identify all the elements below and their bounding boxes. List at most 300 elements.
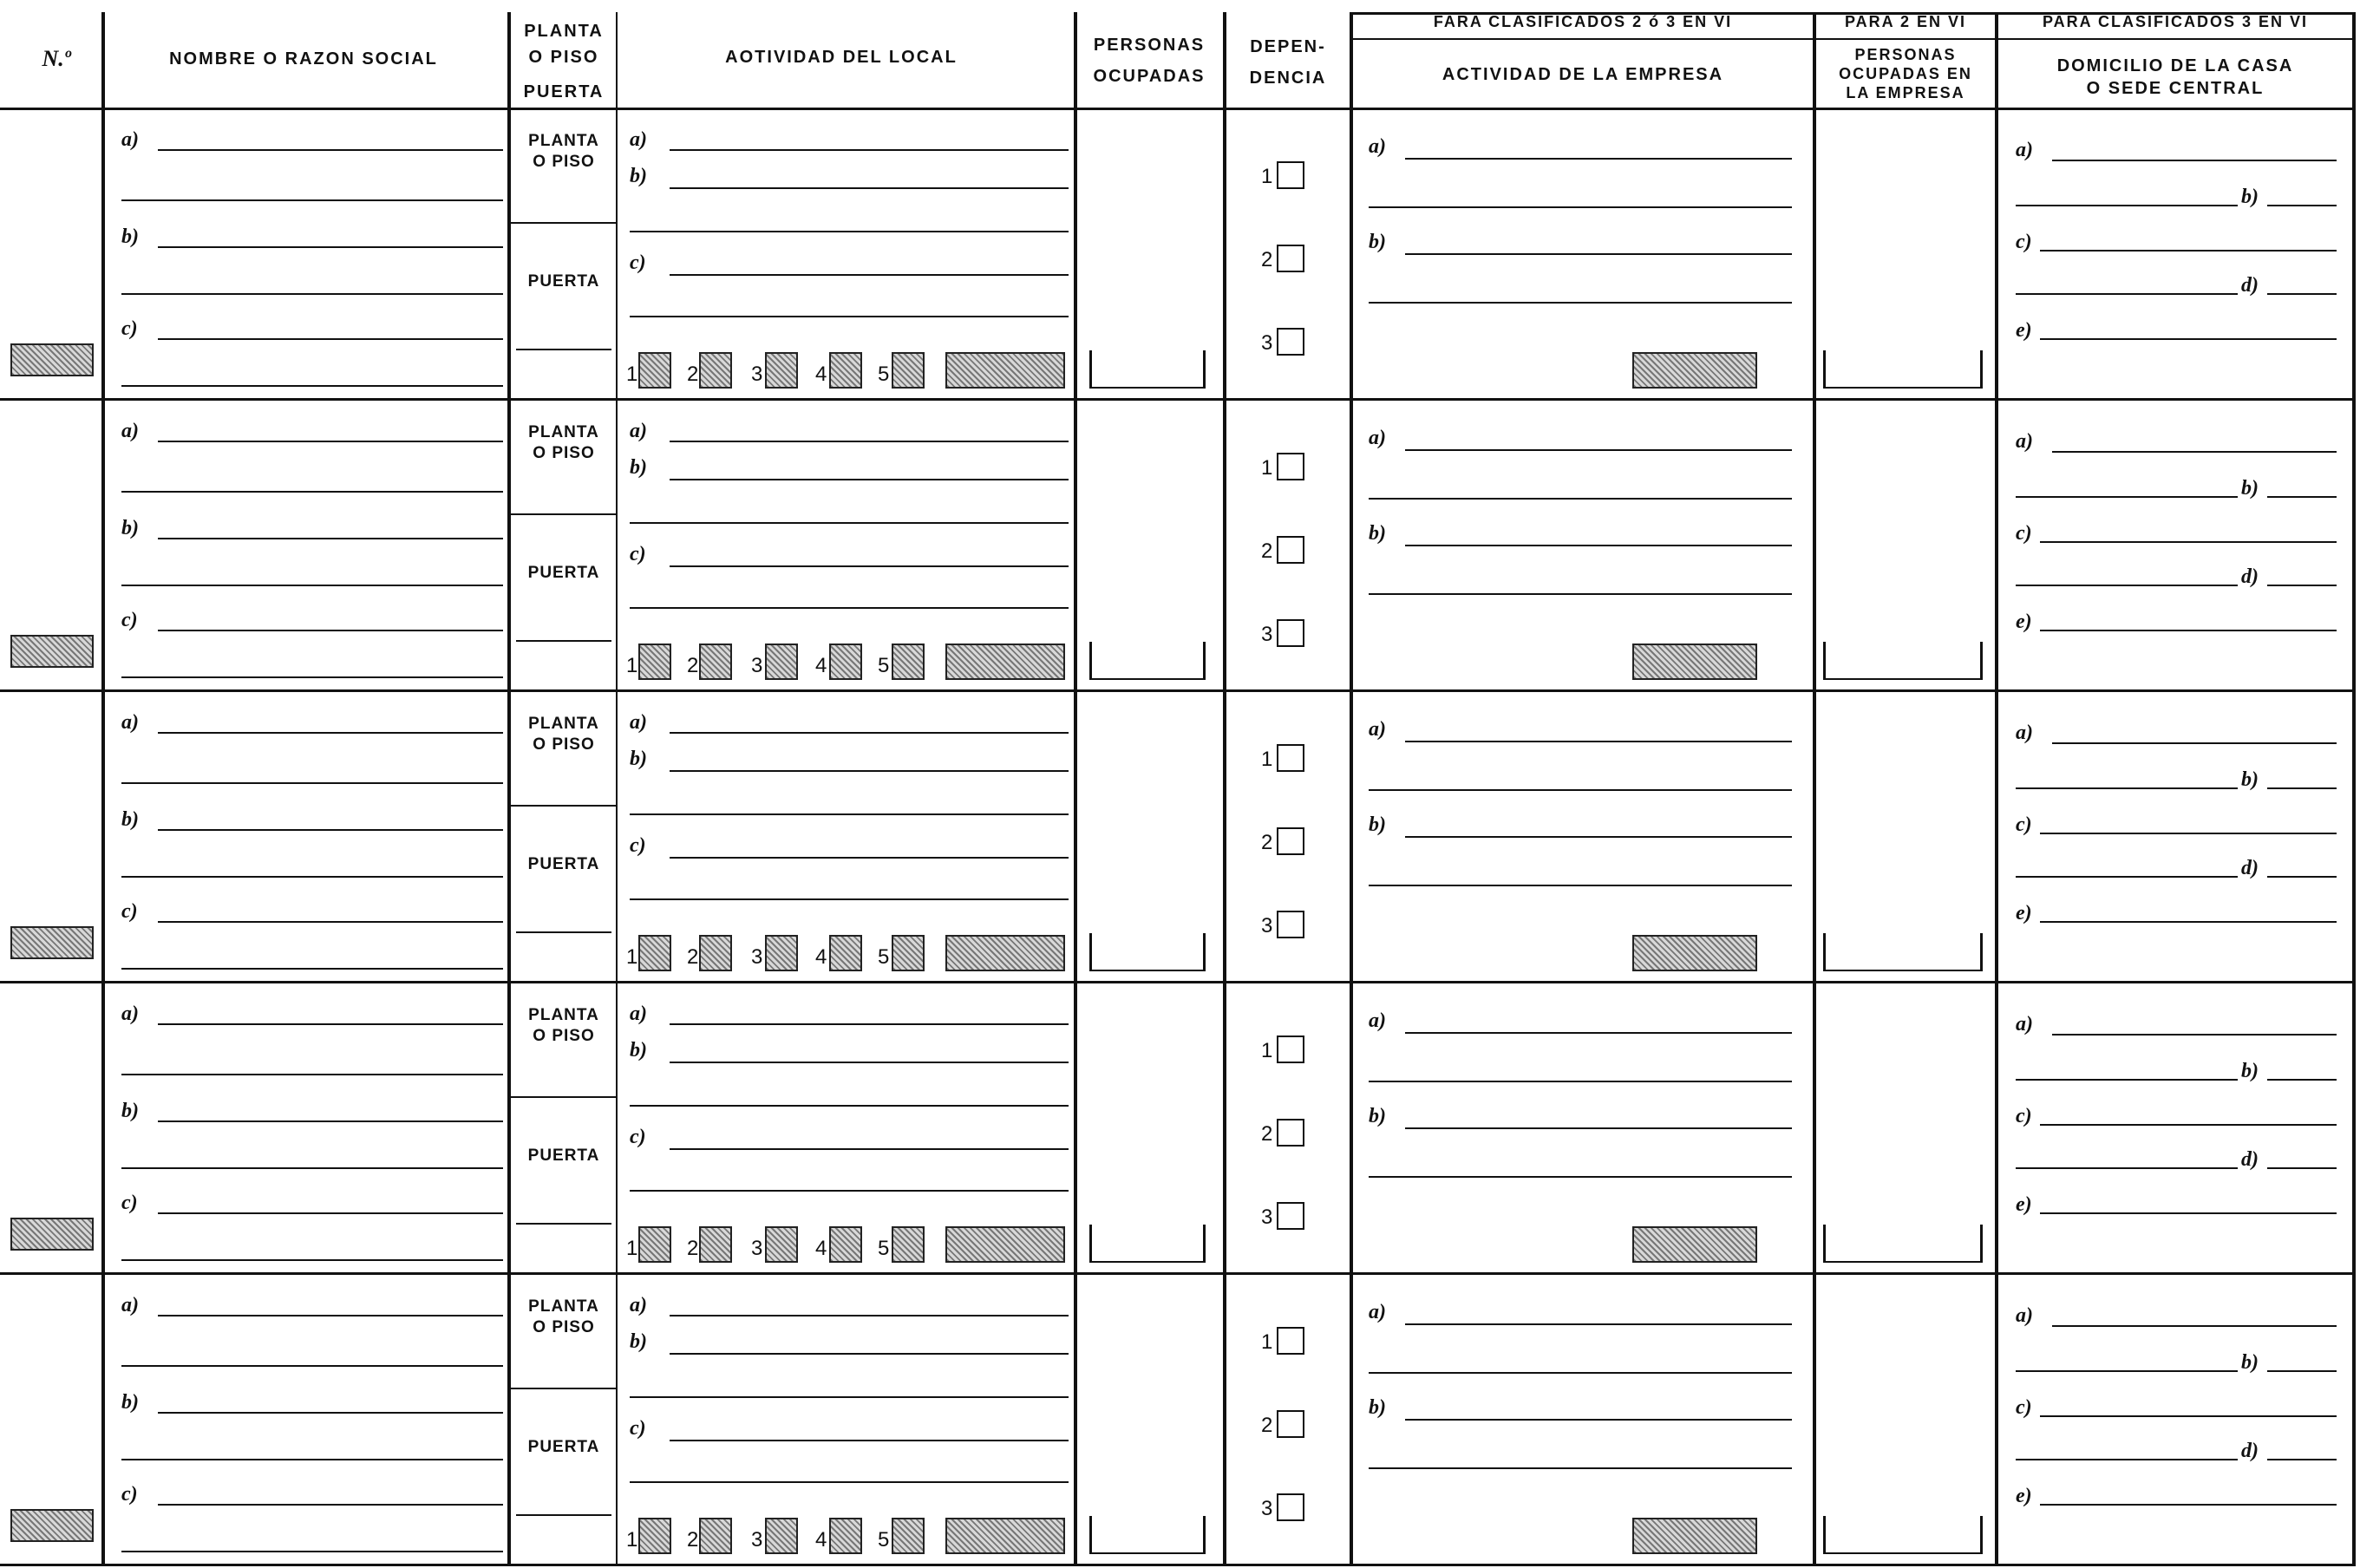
dependency-checkbox-2[interactable] [1277,1410,1304,1438]
domicile-line-c[interactable] [2040,833,2337,834]
floor-line-door[interactable] [516,1514,611,1516]
domicile-line-a2[interactable] [2016,1079,2238,1081]
name-line-a2[interactable] [121,782,503,784]
domicile-label-a: a) [2016,430,2033,453]
activity-code-box-1[interactable] [638,1226,671,1263]
activity-code-label-2: 2 [687,654,699,677]
company-activity-line-b2[interactable] [1369,1176,1792,1178]
domicile-line-a[interactable] [2052,1034,2337,1036]
floor-divider [509,805,616,807]
domicile-label-b: b) [2241,768,2259,791]
name-line-c2[interactable] [121,1551,503,1552]
name-line-b2[interactable] [121,585,503,586]
header-domicile-2: O SEDE CENTRAL [2086,79,2265,98]
activity-line-b[interactable] [670,1062,1069,1063]
domicile-label-a: a) [2016,139,2033,161]
name-line-c2[interactable] [121,968,503,970]
company-activity-label-a: a) [1369,427,1386,449]
company-persons-box[interactable] [1823,1225,1983,1263]
activity-code-label-1: 1 [626,945,638,969]
activity-code-label-4: 4 [815,945,827,969]
activity-code-label-5: 5 [878,945,890,969]
dependency-label-1: 1 [1261,165,1273,188]
activity-code-box-3[interactable] [765,644,798,680]
name-label-a: a) [121,420,139,442]
dependency-checkbox-2[interactable] [1277,536,1304,564]
activity-code-box-3[interactable] [765,352,798,389]
floor-line-door[interactable] [516,1223,611,1225]
name-line-b1[interactable] [158,1412,503,1414]
company-activity-code-box[interactable] [1632,1226,1757,1263]
activity-line-b2[interactable] [630,231,1069,232]
activity-code-label-5: 5 [878,654,890,677]
activity-line-c2[interactable] [630,607,1069,609]
name-line-c1[interactable] [158,338,503,340]
activity-line-b[interactable] [670,1353,1069,1355]
entry-number-code-box[interactable] [10,635,94,668]
entry-number-code-box[interactable] [10,1509,94,1542]
activity-label-b: b) [630,1330,647,1353]
company-activity-label-a: a) [1369,718,1386,741]
dependency-checkbox-3[interactable] [1277,619,1304,647]
name-line-b1[interactable] [158,829,503,831]
floor-label-planta: PLANTA [528,1297,599,1316]
company-activity-line-a2[interactable] [1369,789,1792,791]
activity-line-a[interactable] [670,149,1069,151]
floor-label-puerta: PUERTA [527,564,600,582]
name-line-a1[interactable] [158,1315,503,1316]
activity-line-b[interactable] [670,770,1069,772]
company-activity-line-b2[interactable] [1369,1467,1792,1469]
activity-code-box-4[interactable] [829,1226,862,1263]
activity-line-b2[interactable] [630,813,1069,815]
company-activity-label-b: b) [1369,231,1386,253]
name-line-a1[interactable] [158,149,503,151]
floor-label-planta: PLANTA [528,132,599,150]
company-activity-line-a2[interactable] [1369,1372,1792,1374]
domicile-line-c[interactable] [2040,1124,2337,1126]
domicile-label-c: c) [2016,522,2032,545]
company-activity-code-box[interactable] [1632,1518,1757,1554]
floor-label-planta: PLANTA [528,1006,599,1024]
activity-code-label-4: 4 [815,1528,827,1552]
domicile-label-d: d) [2241,1148,2259,1171]
domicile-line-c2[interactable] [2016,1167,2238,1169]
activity-code-label-5: 5 [878,1528,890,1552]
name-label-b: b) [121,225,139,248]
activity-label-a: a) [630,128,647,151]
activity-code-box-2[interactable] [699,935,732,971]
floor-divider [509,1388,616,1389]
domicile-line-e[interactable] [2040,338,2337,340]
domicile-line-e[interactable] [2040,921,2337,923]
header-floor-3: PUERTA [523,82,605,101]
activity-code-label-2: 2 [687,1528,699,1552]
name-label-a: a) [121,128,139,151]
domicile-label-b: b) [2241,186,2259,208]
floor-label-planta: PLANTA [528,715,599,733]
name-line-b2[interactable] [121,1459,503,1460]
entry-number-code-box[interactable] [10,926,94,959]
floor-label-opiso: O PISO [533,1318,595,1336]
company-activity-line-b2[interactable] [1369,302,1792,304]
domicile-line-b[interactable] [2267,1370,2337,1372]
header-company-persons-3: LA EMPRESA [1846,84,1965,101]
activity-label-b: b) [630,1039,647,1062]
activity-code-box-3[interactable] [765,1226,798,1263]
activity-code-box-total[interactable] [945,352,1065,389]
dependency-label-1: 1 [1261,1330,1273,1354]
floor-divider [509,222,616,224]
header-local-activity: AOTIVIDAD DEL LOCAL [725,48,958,67]
row-bottom-line [0,1564,2356,1566]
dependency-label-3: 3 [1261,914,1273,938]
activity-line-b[interactable] [670,479,1069,480]
dependency-label-2: 2 [1261,539,1273,563]
header-floor-2: O PISO [528,48,599,67]
dependency-checkbox-2[interactable] [1277,1119,1304,1147]
domicile-label-a: a) [2016,722,2033,744]
floor-label-opiso: O PISO [533,153,595,171]
activity-label-b: b) [630,748,647,770]
name-line-b2[interactable] [121,293,503,295]
activity-line-b[interactable] [670,187,1069,189]
name-line-a1[interactable] [158,732,503,734]
domicile-label-c: c) [2016,1105,2032,1127]
dependency-label-3: 3 [1261,331,1273,355]
name-label-b: b) [121,808,139,831]
company-activity-line-b[interactable] [1405,253,1792,255]
activity-line-c[interactable] [670,565,1069,567]
dependency-checkbox-1[interactable] [1277,161,1304,189]
dependency-label-3: 3 [1261,1205,1273,1229]
activity-line-c2[interactable] [630,1481,1069,1483]
persons-occupied-box[interactable] [1089,933,1206,971]
company-activity-line-b2[interactable] [1369,885,1792,886]
entry-number-code-box[interactable] [10,1218,94,1251]
company-activity-code-box[interactable] [1632,644,1757,680]
domicile-line-e[interactable] [2040,1504,2337,1506]
dependency-label-2: 2 [1261,1414,1273,1437]
domicile-label-e: e) [2016,902,2032,924]
company-activity-label-b: b) [1369,1396,1386,1419]
dependency-label-1: 1 [1261,1039,1273,1062]
activity-code-box-2[interactable] [699,1226,732,1263]
header-company-activity: ACTIVIDAD DE LA EMPRESA [1441,65,1724,84]
company-activity-line-a[interactable] [1405,1323,1792,1325]
name-label-c: c) [121,609,138,631]
activity-line-a[interactable] [670,441,1069,442]
header-group-2-3: FARA CLASIFICADOS 2 ó 3 EN VI [1433,13,1733,30]
activity-code-box-total[interactable] [945,1518,1065,1554]
name-line-a2[interactable] [121,1365,503,1367]
company-activity-line-b[interactable] [1405,1127,1792,1129]
company-activity-label-a: a) [1369,1301,1386,1323]
activity-line-a[interactable] [670,1023,1069,1025]
domicile-line-d[interactable] [2267,585,2337,586]
activity-code-box-1[interactable] [638,935,671,971]
activity-code-box-4[interactable] [829,1518,862,1554]
activity-line-a[interactable] [670,1315,1069,1316]
activity-code-box-4[interactable] [829,935,862,971]
domicile-line-a[interactable] [2052,742,2337,744]
domicile-line-b[interactable] [2267,787,2337,789]
name-line-b1[interactable] [158,538,503,539]
header-number: N.º [42,46,71,71]
activity-code-box-5[interactable] [892,352,925,389]
company-activity-line-a[interactable] [1405,741,1792,742]
activity-code-label-4: 4 [815,363,827,386]
name-line-c2[interactable] [121,1259,503,1261]
floor-divider [509,1096,616,1098]
name-line-b1[interactable] [158,1120,503,1122]
domicile-line-e[interactable] [2040,1212,2337,1214]
activity-line-b2[interactable] [630,522,1069,524]
activity-line-c[interactable] [670,274,1069,276]
floor-label-opiso: O PISO [533,444,595,462]
name-label-c: c) [121,900,138,923]
activity-line-a[interactable] [670,732,1069,734]
company-activity-line-b[interactable] [1405,1419,1792,1421]
floor-label-puerta: PUERTA [527,1438,600,1456]
dependency-label-3: 3 [1261,623,1273,646]
dependency-checkbox-1[interactable] [1277,1036,1304,1063]
company-activity-label-a: a) [1369,1009,1386,1032]
name-line-c1[interactable] [158,1504,503,1506]
domicile-label-d: d) [2241,857,2259,879]
domicile-line-d[interactable] [2267,876,2337,878]
header-name: NOMBRE O RAZON SOCIAL [169,49,438,69]
domicile-line-c[interactable] [2040,250,2337,252]
dependency-checkbox-2[interactable] [1277,245,1304,272]
activity-code-box-1[interactable] [638,352,671,389]
header-group-2: PARA 2 EN VI [1844,13,1967,30]
activity-code-box-3[interactable] [765,1518,798,1554]
floor-label-opiso: O PISO [533,735,595,754]
activity-code-box-1[interactable] [638,644,671,680]
dependency-checkbox-1[interactable] [1277,453,1304,480]
dependency-checkbox-2[interactable] [1277,827,1304,855]
floor-label-puerta: PUERTA [527,1147,600,1165]
dependency-checkbox-3[interactable] [1277,911,1304,938]
dependency-label-2: 2 [1261,831,1273,854]
company-persons-box[interactable] [1823,933,1983,971]
activity-label-a: a) [630,420,647,442]
persons-occupied-box[interactable] [1089,642,1206,680]
company-activity-line-b[interactable] [1405,836,1792,838]
company-activity-line-a2[interactable] [1369,1081,1792,1082]
name-line-b1[interactable] [158,246,503,248]
header-domicile-1: DOMICILIO DE LA CASA [2056,56,2294,75]
activity-code-box-4[interactable] [829,352,862,389]
dependency-checkbox-1[interactable] [1277,744,1304,772]
floor-line-door[interactable] [516,931,611,933]
domicile-line-b[interactable] [2267,1079,2337,1081]
domicile-line-a[interactable] [2052,1325,2337,1327]
domicile-label-b: b) [2241,1060,2259,1082]
floor-label-puerta: PUERTA [527,272,600,291]
activity-code-box-total[interactable] [945,644,1065,680]
name-line-a1[interactable] [158,1023,503,1025]
domicile-line-c2[interactable] [2016,293,2238,295]
company-activity-line-a[interactable] [1405,1032,1792,1034]
domicile-line-d[interactable] [2267,1459,2337,1460]
header-dependency-2: DENCIA [1249,69,1327,88]
header-persons-1: PERSONAS [1093,36,1206,55]
domicile-line-c2[interactable] [2016,585,2238,586]
name-label-c: c) [121,317,138,340]
floor-divider [509,513,616,515]
name-line-c2[interactable] [121,385,503,387]
domicile-line-d[interactable] [2267,1167,2337,1169]
activity-line-b2[interactable] [630,1396,1069,1398]
activity-code-label-1: 1 [626,1237,638,1260]
domicile-line-d[interactable] [2267,293,2337,295]
name-line-c1[interactable] [158,1212,503,1214]
activity-code-box-total[interactable] [945,935,1065,971]
activity-code-label-4: 4 [815,1237,827,1260]
domicile-line-b[interactable] [2267,205,2337,206]
activity-code-box-2[interactable] [699,352,732,389]
domicile-line-a2[interactable] [2016,496,2238,498]
company-activity-label-b: b) [1369,813,1386,836]
activity-code-box-5[interactable] [892,644,925,680]
domicile-label-e: e) [2016,319,2032,342]
activity-line-c[interactable] [670,1440,1069,1441]
name-line-a1[interactable] [158,441,503,442]
domicile-line-b[interactable] [2267,496,2337,498]
activity-code-box-4[interactable] [829,644,862,680]
domicile-label-d: d) [2241,1440,2259,1462]
entry-number-code-box[interactable] [10,343,94,376]
activity-code-label-4: 4 [815,654,827,677]
domicile-label-e: e) [2016,611,2032,633]
name-line-a2[interactable] [121,1074,503,1075]
company-activity-code-box[interactable] [1632,935,1757,971]
domicile-line-a[interactable] [2052,160,2337,161]
domicile-label-e: e) [2016,1485,2032,1507]
company-activity-line-a2[interactable] [1369,498,1792,500]
domicile-line-a2[interactable] [2016,205,2238,206]
domicile-line-c2[interactable] [2016,1459,2238,1460]
persons-occupied-box[interactable] [1089,1516,1206,1554]
activity-code-label-3: 3 [751,1528,763,1552]
activity-code-label-1: 1 [626,1528,638,1552]
floor-label-opiso: O PISO [533,1027,595,1045]
activity-code-label-2: 2 [687,363,699,386]
activity-code-label-2: 2 [687,945,699,969]
activity-line-c2[interactable] [630,1190,1069,1192]
domicile-line-a2[interactable] [2016,787,2238,789]
name-line-b2[interactable] [121,876,503,878]
company-activity-code-box[interactable] [1632,352,1757,389]
domicile-label-d: d) [2241,565,2259,588]
activity-code-box-5[interactable] [892,1518,925,1554]
activity-label-b: b) [630,456,647,479]
company-activity-label-a: a) [1369,135,1386,158]
company-activity-line-a2[interactable] [1369,206,1792,208]
activity-label-c: c) [630,834,646,857]
header-company-persons-2: OCUPADAS EN [1839,65,1972,82]
activity-line-c2[interactable] [630,898,1069,900]
activity-line-c[interactable] [670,857,1069,859]
domicile-label-e: e) [2016,1193,2032,1216]
company-activity-line-b[interactable] [1405,545,1792,546]
domicile-line-c2[interactable] [2016,876,2238,878]
activity-code-label-1: 1 [626,363,638,386]
company-activity-line-a[interactable] [1405,158,1792,160]
name-line-a2[interactable] [121,491,503,493]
dependency-checkbox-1[interactable] [1277,1327,1304,1355]
name-line-c1[interactable] [158,921,503,923]
activity-label-b: b) [630,165,647,187]
company-activity-line-a[interactable] [1405,449,1792,451]
activity-code-box-2[interactable] [699,1518,732,1554]
domicile-label-a: a) [2016,1013,2033,1036]
activity-code-label-3: 3 [751,654,763,677]
activity-code-box-total[interactable] [945,1226,1065,1263]
floor-label-puerta: PUERTA [527,855,600,873]
name-line-b2[interactable] [121,1167,503,1169]
dependency-label-1: 1 [1261,456,1273,480]
activity-line-b2[interactable] [630,1105,1069,1107]
domicile-line-c[interactable] [2040,1415,2337,1417]
company-persons-box[interactable] [1823,642,1983,680]
activity-code-label-3: 3 [751,945,763,969]
name-label-c: c) [121,1483,138,1506]
entry-row [0,109,2360,401]
entry-row [0,983,2360,1275]
dependency-checkbox-3[interactable] [1277,1202,1304,1230]
company-activity-line-b2[interactable] [1369,593,1792,595]
activity-code-label-5: 5 [878,1237,890,1260]
activity-line-c2[interactable] [630,316,1069,317]
activity-line-c[interactable] [670,1148,1069,1150]
company-activity-label-b: b) [1369,522,1386,545]
name-line-c1[interactable] [158,630,503,631]
entry-row [0,1275,2360,1566]
activity-code-label-1: 1 [626,654,638,677]
activity-label-a: a) [630,1003,647,1025]
activity-label-c: c) [630,1417,646,1440]
dependency-checkbox-3[interactable] [1277,328,1304,356]
name-line-c2[interactable] [121,676,503,678]
company-persons-box[interactable] [1823,350,1983,389]
persons-occupied-box[interactable] [1089,350,1206,389]
domicile-label-b: b) [2241,1351,2259,1374]
dependency-label-3: 3 [1261,1497,1273,1520]
company-persons-box[interactable] [1823,1516,1983,1554]
domicile-line-e[interactable] [2040,630,2337,631]
activity-code-box-2[interactable] [699,644,732,680]
persons-occupied-box[interactable] [1089,1225,1206,1263]
activity-code-box-1[interactable] [638,1518,671,1554]
dependency-label-2: 2 [1261,1122,1273,1146]
dependency-checkbox-3[interactable] [1277,1493,1304,1521]
activity-code-box-3[interactable] [765,935,798,971]
domicile-label-b: b) [2241,477,2259,500]
activity-code-box-5[interactable] [892,1226,925,1263]
entry-row [0,692,2360,983]
domicile-line-a[interactable] [2052,451,2337,453]
domicile-label-c: c) [2016,231,2032,253]
domicile-line-a2[interactable] [2016,1370,2238,1372]
domicile-line-c[interactable] [2040,541,2337,543]
activity-code-box-5[interactable] [892,935,925,971]
name-line-a2[interactable] [121,199,503,201]
floor-line-door[interactable] [516,640,611,642]
floor-line-door[interactable] [516,349,611,350]
